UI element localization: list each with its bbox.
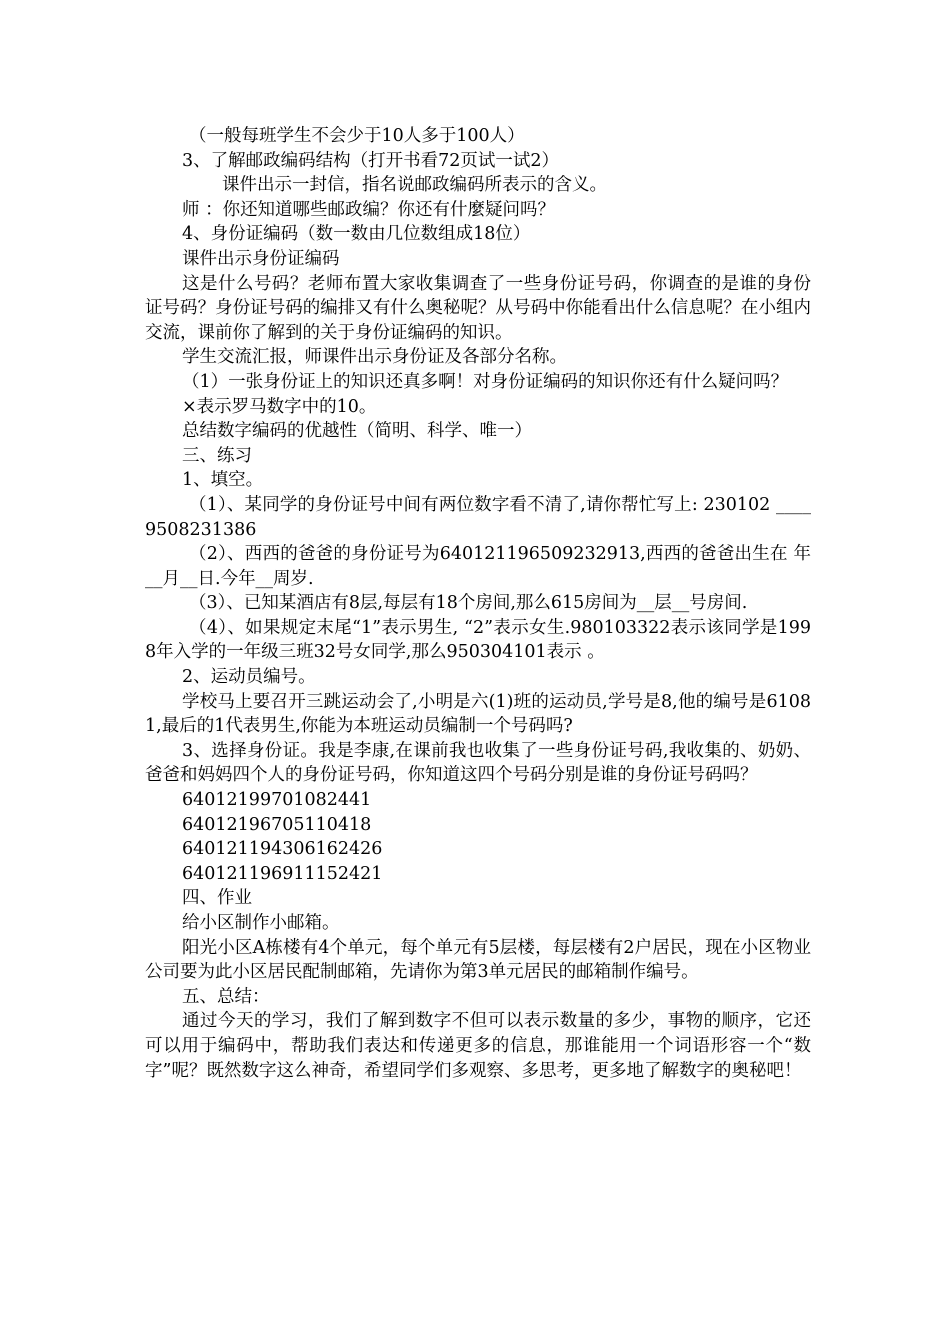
paragraph-postal-code-structure: 3、了解邮政编码结构（打开书看72页试一试2） (182, 150, 560, 171)
id-number-4: 640121196911152421 (182, 863, 383, 884)
heading-practice: 三、练习 (182, 445, 252, 466)
exercise-item-2: （2）、西西的爸爸的身份证号为640121196509232913,西西的爸爸出生在 年__月__日.今年__周岁. (145, 544, 811, 589)
paragraph-roman-numeral: ×表示罗马数字中的10。 (182, 396, 377, 417)
paragraph-teacher-question: 师 ：你还知道哪些邮政编？你还有什麼疑问吗？ (182, 199, 556, 220)
document-body (145, 124, 811, 1083)
paragraph-class-size-note: （一般每班学生不会少于10人多于100人） (189, 126, 525, 146)
id-number-2: 64012196705110418 (182, 814, 372, 835)
paragraph-courseware-id: 课件出示身份证编码 (182, 248, 340, 269)
paragraph-courseware-letter: 课件出示一封信，指名说邮政编码所表示的含义。 (222, 175, 607, 196)
exercise-item-4: （4）、如果规定末尾“1”表示男生, “2”表示女生.980103322表示该同学是1998年入学的一年级三班32号女同学,那么950304101表示 。 (145, 617, 811, 663)
exercise-item-3: （3）、已知某酒店有8层,每层有18个房间,那么615房间为__层__号房间. (189, 593, 748, 614)
heading-athlete-number: 2、运动员编号。 (182, 667, 316, 688)
heading-summary: 五、总结： (182, 986, 270, 1007)
paragraph-sunshine-community: 阳光小区A栋楼有4个单元，每个单元有5层楼，每层楼有2户居民，现在小区物业公司要为此小区居民配制邮箱，先请你为第3单元居民的邮箱制作编号。 (145, 937, 811, 983)
id-number-1: 64012199701082441 (182, 790, 372, 811)
paragraph-what-number: 这是什么号码？老师布置大家收集调查了一些身份证号码，你调查的是谁的身份证号码？身份证号码的编排又有什么奥秘呢？从号码中你能看出什么信息呢？在小组内交流，课前你了解到的关于身份证编码的知识。 (145, 273, 811, 343)
paragraph-id-card-code: 4、身份证编码（数一数由几位数组成18位） (182, 224, 531, 245)
paragraph-athlete-number: 学校马上要召开三跳运动会了,小明是六(1)班的运动员,学号是8,他的编号是61081,最后的1代表男生,你能为本班运动员编制一个号码吗? (145, 691, 811, 737)
heading-homework: 四、作业 (182, 888, 252, 909)
heading-fill-blank: 1、填空。 (182, 470, 264, 491)
paragraph-choose-id: 3、选择身份证。我是李康,在课前我也收集了一些身份证号码,我收集的、奶奶、爸爸和妈妈四个人的身份证号码，你知道这四个号码分别是谁的身份证号码吗？ (145, 740, 811, 786)
exercise-item-1: （1）、某同学的身份证号中间有两位数字看不清了,请你帮忙写上: 230102 ____9508231386 (145, 494, 811, 540)
paragraph-conclusion: 通过今天的学习，我们了解到数字不但可以表示数量的多少，事物的顺序，它还可以用于编码中，帮助我们表达和传递更多的信息，那谁能用一个词语形容一个“数字”呢？既然数字这么神奇，希望同学们多观察、多思考，更多地了解数字的奥秘吧！ (145, 1011, 811, 1081)
paragraph-id-knowledge: （1）一张身份证上的知识还真多啊！对身份证编码的知识你还有什么疑问吗？ (182, 371, 789, 392)
paragraph-summary-advantages: 总结数字编码的优越性（简明、科学、唯一） (182, 421, 532, 442)
id-number-3: 640121194306162426 (182, 839, 383, 860)
paragraph-student-report: 学生交流汇报，师课件出示身份证及各部分名称。 (182, 347, 567, 368)
paragraph-mailbox-task: 给小区制作小邮箱。 (182, 913, 340, 933)
